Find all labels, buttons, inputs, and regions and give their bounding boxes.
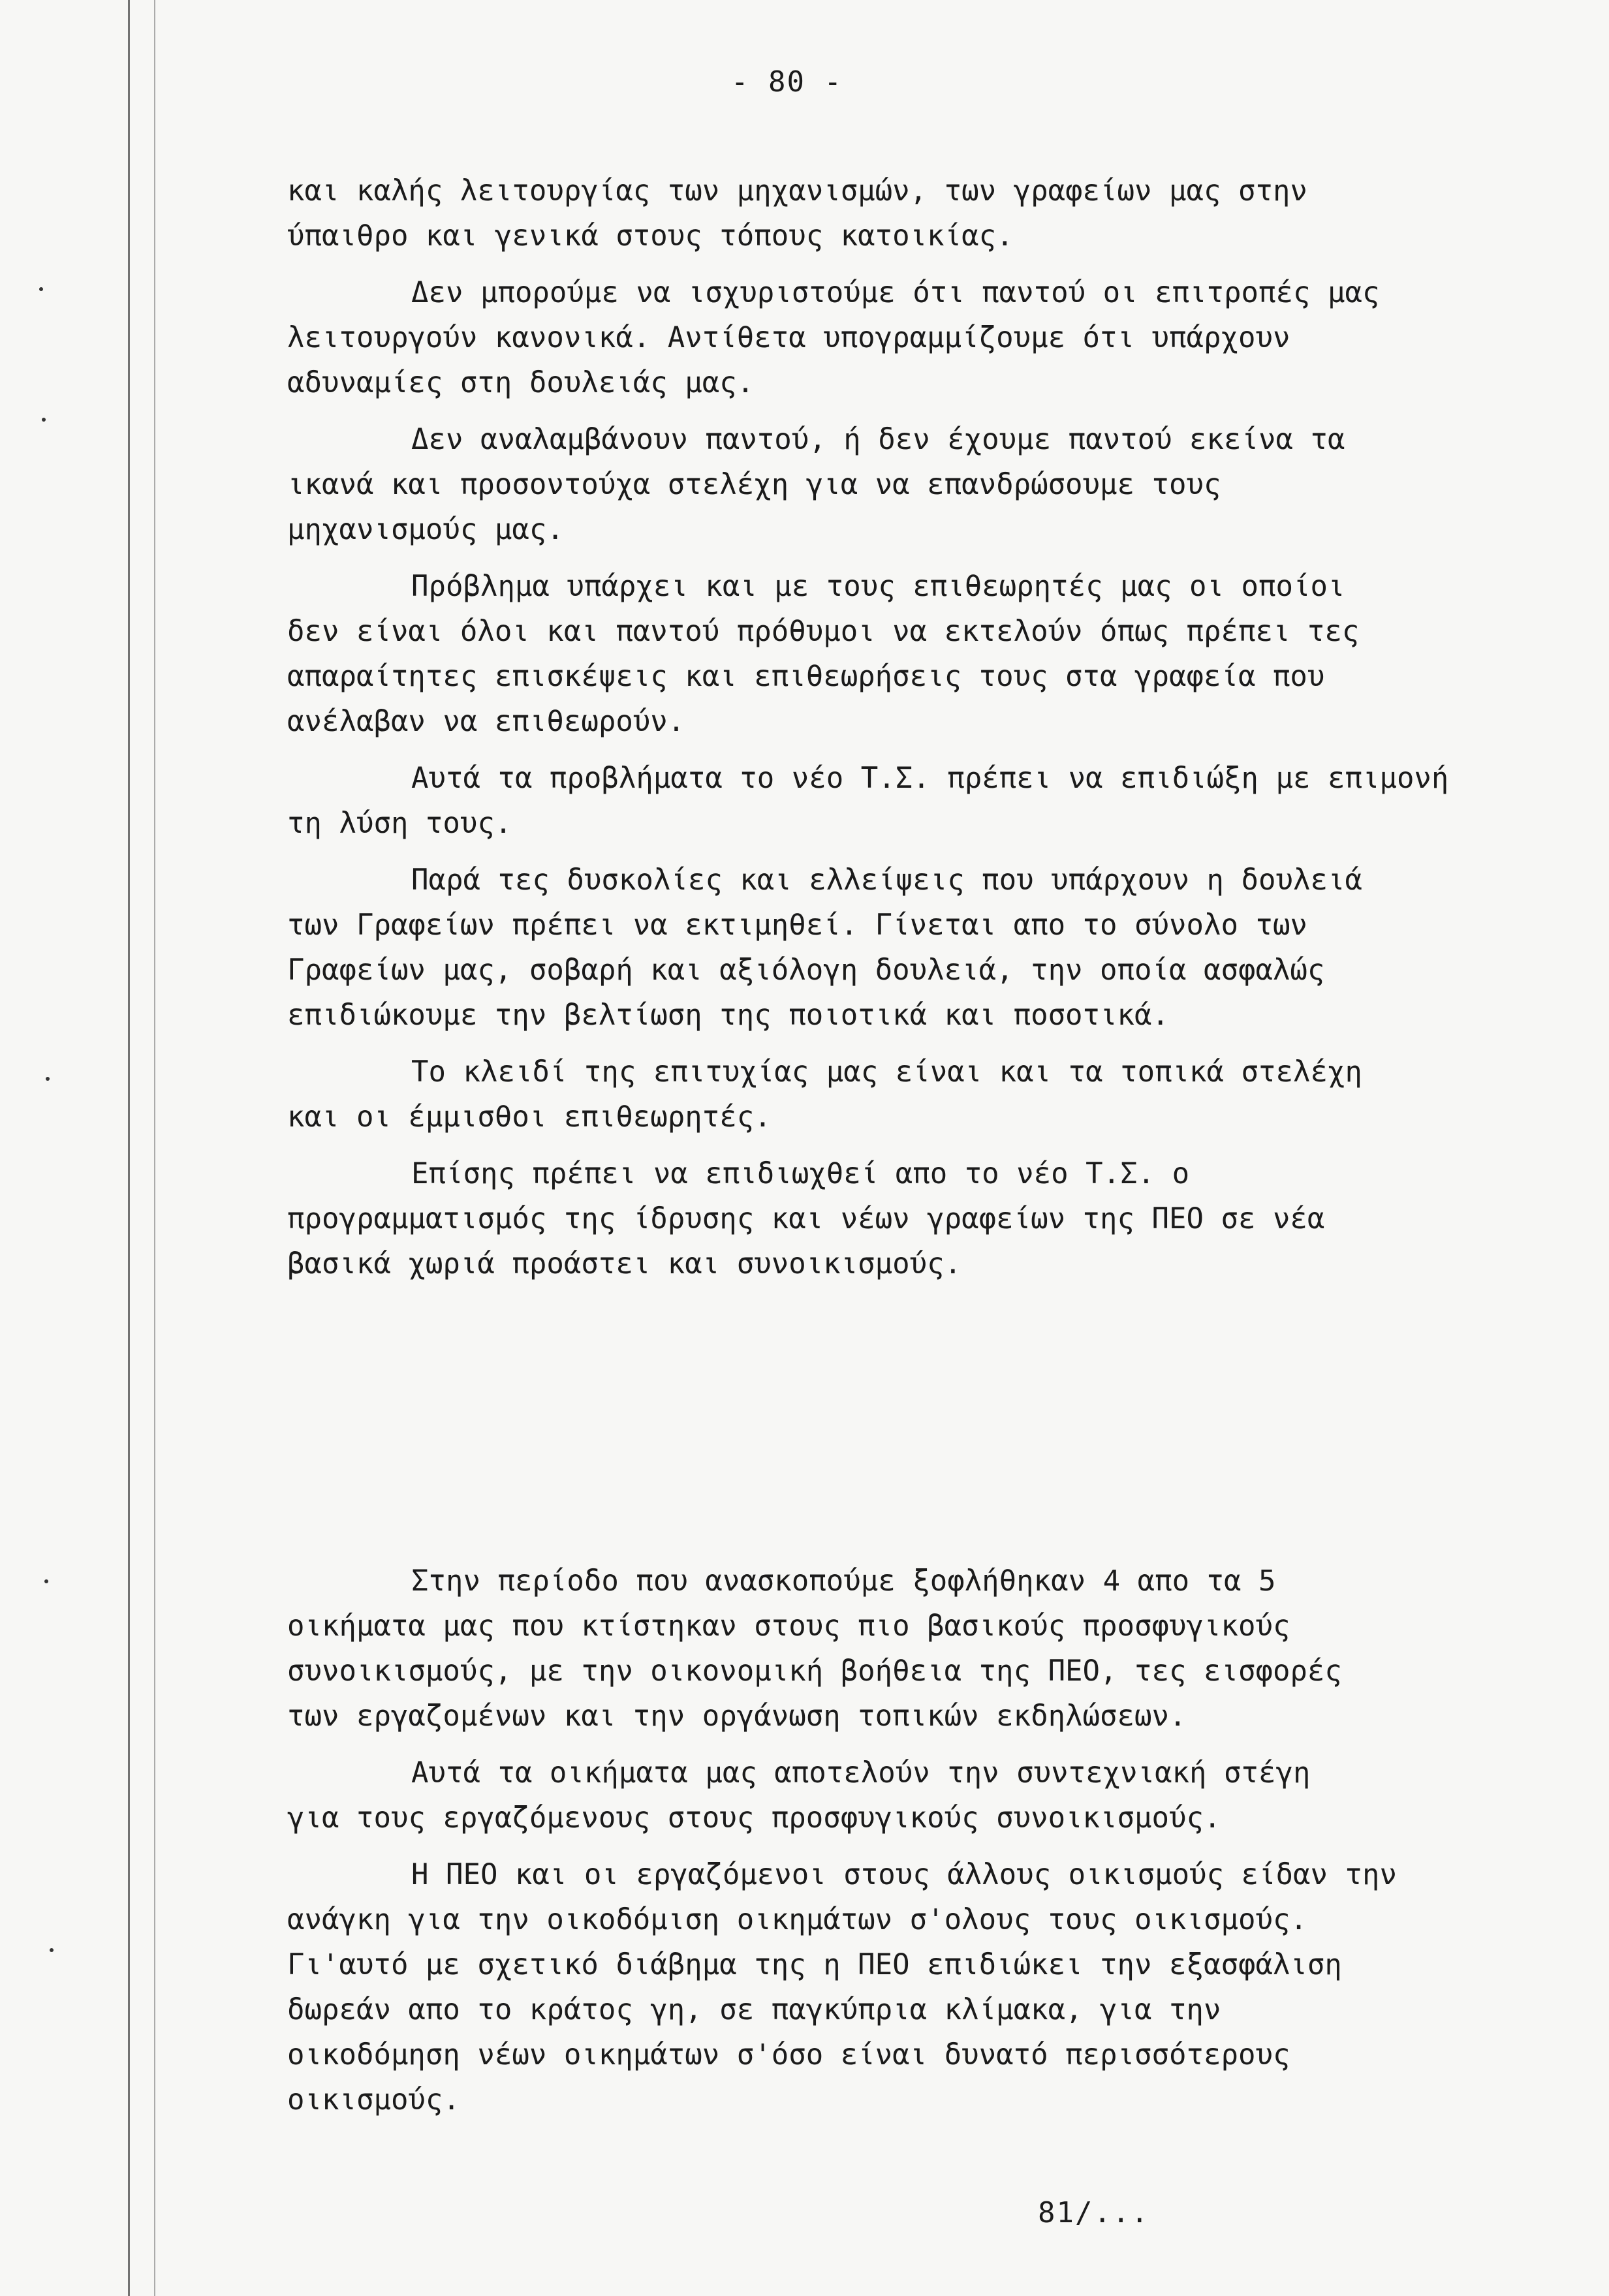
- binding-edge-line-inner: [154, 0, 155, 2296]
- text-line: τη λύση τους.: [287, 807, 512, 840]
- text-line: ανάγκη για την οικοδόμιση οικημάτων σ'ολους τους οικισμούς.: [287, 1903, 1307, 1936]
- text-line: συνοικισμούς, με την οικονομική βοήθεια της ΠΕΟ, τες εισφορές: [287, 1654, 1342, 1688]
- text-line: των Γραφείων πρέπει να εκτιμηθεί. Γίνεται απο το σύνολο των: [287, 908, 1307, 942]
- text-line: και οι έμμισθοι επιθεωρητές.: [287, 1100, 772, 1134]
- text-line: για τους εργαζόμενους στους προσφυγικούς συνοικισμούς.: [287, 1801, 1221, 1835]
- text-line: δωρεάν απο το κράτος γη, σε παγκύπρια κλίμακα, για την: [287, 1993, 1221, 2026]
- text-line: ύπαιθρο και γενικά στους τόπους κατοικίας.: [287, 219, 1014, 253]
- scan-speck: [44, 1579, 48, 1583]
- paragraph-start-line: Το κλειδί της επιτυχίας μας είναι και τα τοπικά στελέχη: [411, 1055, 1362, 1089]
- text-line: επιδιώκουμε την βελτίωση της ποιοτικά και ποσοτικά.: [287, 999, 1170, 1032]
- text-line: Γραφείων μας, σοβαρή και αξιόλογη δουλειά, την οποία ασφαλώς: [287, 954, 1325, 987]
- binding-edge-line: [128, 0, 130, 2296]
- text-line: ανέλαβαν να επιθεωρούν.: [287, 705, 685, 738]
- text-line: οικήματα μας που κτίστηκαν στους πιο βασικούς προσφυγικούς: [287, 1609, 1290, 1643]
- text-line: ικανά και προσοντούχα στελέχη για να επανδρώσουμε τους: [287, 468, 1221, 501]
- paragraph-start-line: Στην περίοδο που ανασκοπούμε ξοφλήθηκαν 4 απο τα 5: [411, 1564, 1276, 1598]
- scan-speck: [39, 287, 43, 291]
- scan-speck: [46, 1077, 50, 1081]
- paragraph-start-line: Πρόβλημα υπάρχει και με τους επιθεωρητές μας οι οποίοι: [411, 570, 1345, 603]
- paragraph-start-line: Επίσης πρέπει να επιδιωχθεί απο το νέο Τ.Σ. ο: [411, 1157, 1190, 1190]
- paragraph-start-line: Παρά τες δυσκολίες και ελλείψεις που υπάρχουν η δουλειά: [411, 863, 1362, 897]
- text-line: προγραμματισμός της ίδρυσης και νέων γραφείων της ΠΕΟ σε νέα: [287, 1202, 1325, 1235]
- section-a: [287, 168, 1527, 1286]
- paragraph-start-line: Η ΠΕΟ και οι εργαζόμενοι στους άλλους οικισμούς είδαν την: [411, 1858, 1397, 1891]
- continuation-marker: 81/...: [1038, 2196, 1149, 2229]
- paragraph-start-line: Δεν μπορούμε να ισχυριστούμε ότι παντού οι επιτροπές μας: [411, 276, 1380, 309]
- paragraph-start-line: Αυτά τα προβλήματα το νέο Τ.Σ. πρέπει να επιδιώξη με επιμονή: [411, 762, 1449, 795]
- section-b: [287, 1559, 1527, 2122]
- text-line: Γι'αυτό με σχετικό διάβημα της η ΠΕΟ επιδιώκει την εξασφάλιση: [287, 1948, 1342, 1981]
- paragraph-start-line: Δεν αναλαμβάνουν παντού, ή δεν έχουμε παντού εκείνα τα: [411, 423, 1345, 456]
- text-line: οικισμούς.: [287, 2083, 460, 2117]
- text-line: μηχανισμούς μας.: [287, 513, 564, 546]
- text-line: λειτουργούν κανονικά. Αντίθετα υπογραμμίζουμε ότι υπάρχουν: [287, 321, 1290, 354]
- text-line: δεν είναι όλοι και παντού πρόθυμοι να εκτελούν όπως πρέπει τες: [287, 615, 1360, 648]
- scan-speck: [50, 1948, 54, 1952]
- text-line: απαραίτητες επισκέψεις και επιθεωρήσεις τους στα γραφεία που: [287, 660, 1325, 693]
- text-line: αδυναμίες στη δουλειάς μας.: [287, 366, 755, 399]
- text-line: βασικά χωριά προάστει και συνοικισμούς.: [287, 1247, 962, 1280]
- text-line: και καλής λειτουργίας των μηχανισμών, των γραφείων μας στην: [287, 174, 1307, 208]
- page-number: - 80 -: [731, 65, 843, 99]
- text-line: οικοδόμηση νέων οικημάτων σ'όσο είναι δυνατό περισσότερους: [287, 2038, 1290, 2071]
- text-line: των εργαζομένων και την οργάνωση τοπικών εκδηλώσεων.: [287, 1699, 1187, 1733]
- scan-speck: [42, 418, 46, 422]
- paragraph-start-line: Αυτά τα οικήματα μας αποτελούν την συντεχνιακή στέγη: [411, 1756, 1311, 1790]
